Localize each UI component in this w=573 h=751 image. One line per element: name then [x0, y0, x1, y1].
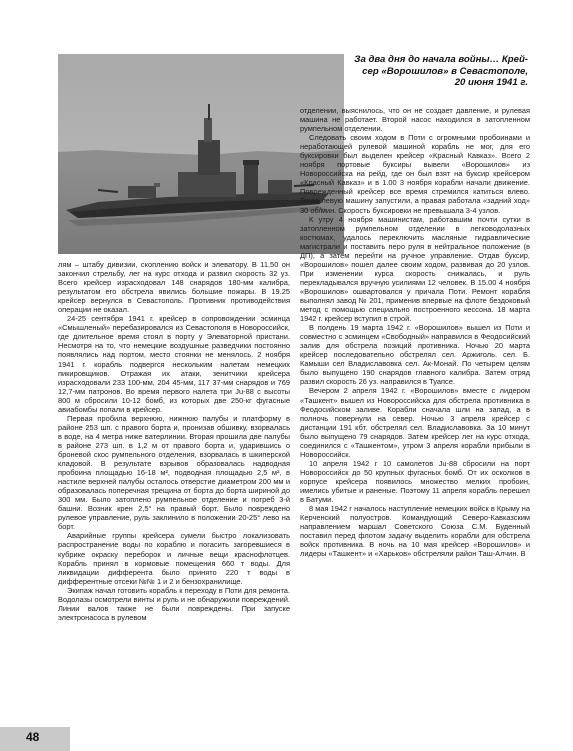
paragraph: Экипаж начал готовить корабль к переходу в Поти для ремонта. Водолазы осмотрели винты и руль и не обнаружили повреждений. Линии валов также не были повреждены. При запуске электронасоса в рулевом [58, 585, 290, 622]
caption-line-1: За два дня до начала войны… Крей- [354, 54, 528, 65]
paragraph: Аварийные группы крейсера сумели быстро локализовать распространение воды по кораблю и погасить загоревшиеся в кубрике окраску переборок и личные вещи краснофлотцев. Корабль принял в кормовые помещения 660 т воды. Для ликвидации дифферента было принято 220 т воды в дифферентные отсеки №№ 1 и 2 и бензохранилище. [58, 531, 290, 586]
paragraph: Вечером 2 апреля 1942 г. «Ворошилов» вместе с лидером «Ташкент» вышел из Новороссийска для обстрела противника в Феодосийском заливе. Корабли сначала шли на запад, а в полночь повернули на север. Ночью 3 апреля крейсер с дистанции 191 кбт. обстрелял сел. Владиславовка. За 10 минут было выпущено 79 снарядов. Затем крейсер лег на курс отхода, соединился с «Ташкентом», утром 3 апреля корабли прибыли в Новороссийск. [300, 386, 530, 459]
paragraph: К утру 4 ноября машинистам, работавшим почти сутки в затопленном румпельном отделении в легководолазных костюмах, удалось переключить масляные гидравлические магистрали и поставить перо руля в нейтральное положение (в ДП), а затем перейти на ручное управление. Отдав буксир, «Ворошилов» пошел далее своим ходом, развивая до 20 узлов. При изменении курса скорость снижалась, и руль перекладывался вручную усилиями 12 человек. В 15.00 4 ноября «Ворошилов» ошвартовался у причала Поти. Ремонт корабля выполнял завод № 201, применив впервые на флоте бездоковый метод с помощью специально построенного кессона. 18 марта 1942 г. крейсер вступил в строй. [300, 214, 530, 324]
paragraph: 8 мая 1942 г началось наступление немецких войск в Крыму на Керченский полуостров. Командующий Северо-Кавказским направлением маршал Советского Союза С.М. Буденный поставил перед флотом задачу выделить корабли для обстрела войск противника. В ночь на 10 мая крейсер «Ворошилов» и лидеры «Ташкент» и «Харьков» обстреляли район Таш-Алчин. В [300, 504, 530, 559]
page-footer [0, 725, 573, 751]
caption-line-3: 20 июня 1941 г. [454, 77, 528, 89]
text-column-left [58, 260, 290, 622]
photo-caption [354, 54, 528, 89]
paragraph: 24-25 сентября 1941 г. крейсер в сопровождении эсминца «Смышленый» перебазировался из Севастополя в Новороссийск, где длительное время стоял в порту у Элеваторной пристани. Несмотря на то, что немецкие воздушные разведчики постоянно появлялись над портом, место стоянки не менялось. 2 ноября 1941 г. корабль подвергся нескольким налетам немецких пикировщиков. Отражая их атаки, зенитчики крейсера израсходовали 233 100-мм, 204 45-мм, 117 37-мм снарядов и 769 12,7-мм патронов. Во время первого налета три Ju-88 с высоты 800 м сбросили 10-12 бомб, из которых две 250-кг фугасные авиабомбы попали в крейсер. [58, 314, 290, 414]
paragraph: 10 апреля 1942 г 10 самолетов Ju-88 сбросили на порт Новороссийск до 50 крупных фугасных бомб. От их осколков в корпусе крейсера появилось множество мелких пробоин, имелись убитые и раненые. Поэтому 11 апреля корабль перешел в Батуми. [300, 458, 530, 505]
page-number: 48 [26, 730, 40, 744]
caption-line-2: сер «Ворошилов» в Севастополе, [362, 65, 528, 77]
paragraph: Следовать своим ходом в Поти с огромными пробоинами и неработающей рулевой машиной корабль не мог, для его буксировки был выделен крейсер «Красный Кавказ». Всего 2 ноября портовые буксиры вывели «Ворошилов» из Новороссийска на рейд, где он был взят на буксир крейсером «Красный Кавказ» и в 1.00 3 ноября корабли начали движение. Поврежденный крейсер все время стремился катиться влево. Тогда левую машину запустили, а правая работала «задний ход» 30 об/мин. Скорость буксировки не превышала 3-4 узлов. [300, 133, 530, 215]
paragraph: В полдень 19 марта 1942 г. «Ворошилов» вышел из Поти и совместно с эсминцем «Свободный» направился в Феодосийский залив для обстрела позиций противника. Ночью 20 марта крейсер последовательно обстрелял сел. Аржиголь. сел. Б. Камыши сел Владиславовка сел. Ак-Монай. По четырем целям было выпущено 190 снарядов главного калибра. Затем отряд развил скорость 26 уз. направился в Туапсе. [300, 323, 530, 387]
paragraph: отделении, выяснилось, что он не создает давление, и рулевая машина не работает. Второй насос находился в затопленном румпельном отделении. [300, 106, 530, 134]
paragraph: Первая пробила верхнюю, нижнюю палубы и платформу в районе 253 шп. с правого борта и, пронизав обшивку, взорвалась в воде, на 4 метра ниже ватерлинии. Вторая прошила две палубы в районе 273 шп. в 1,2 м от правого борта и, ударившись о броневой скос румпельного отделения, взорвалась в шкиперской кладовой. В результате взрывов образовалась надводная пробоина площадью 16-18 м², подводная площадью 2,5 м², в настиле верхней палубы осталось отверстие диаметром 200 мм и образовалась поперечная трещина от борта до борта шириной до 300 мм. Было затоплено румпельное отделение и погреб 3-й башни. Возник крен 2,5° на правый борт. Было повреждено рулевое управление, руль заклинило в положении 20-25° лево на борт. [58, 413, 290, 532]
text-column-right [300, 106, 530, 558]
paragraph: лям – штабу дивизии, скоплению войск и элеватору. В 11.50 он закончил стрельбу, лег на курс отхода и развил скорость 32 уз. Всего крейсер израсходовал 148 снарядов 180-мм калибра, результатом его обстрела явились большие пожары. В 19.25 крейсер вернулся в Севастополь. Противник противодействия операции не оказал. [58, 260, 290, 315]
